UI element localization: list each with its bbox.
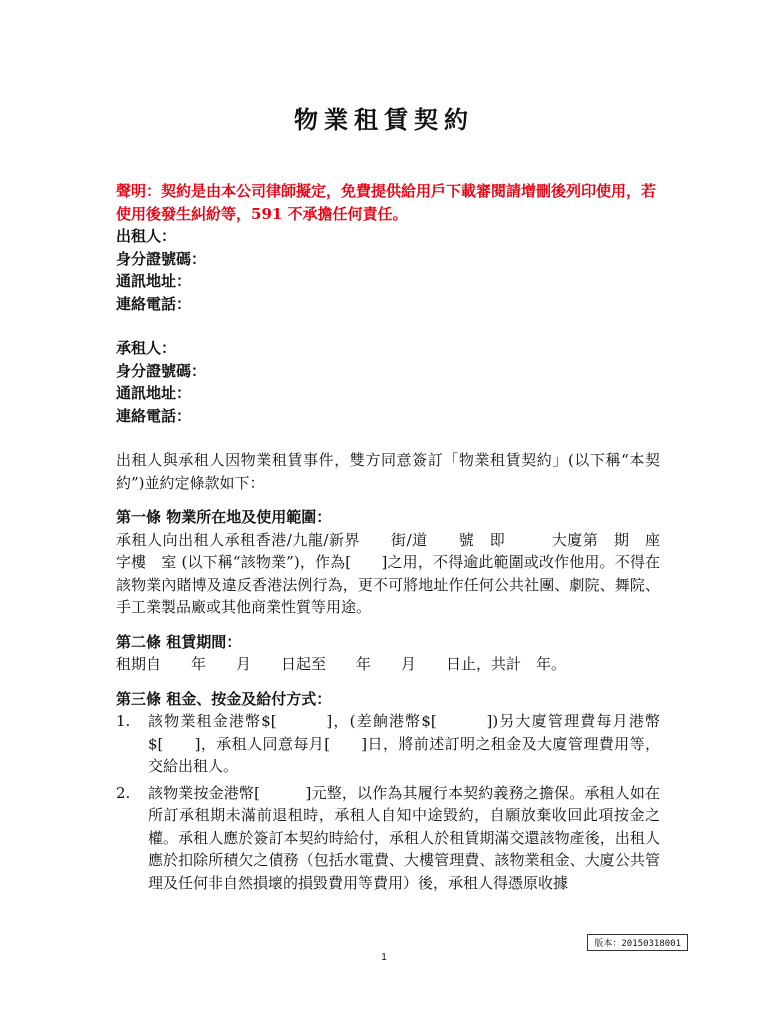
section-1-text: 承租人向出租人承租香港/九龍/新界 街/道 號 即 大廈第 期 座 字樓 室 (以下稱“該物業”)，作為[ ]之用，不得逾此範圍或改作他用。不得在該物業內賭博及違反香港法例行為，更不可將地址作任何公共社團、劇院、舞院、手工業製品廠或其他商業性質等用途。	[116, 530, 691, 616]
section-3-item	[116, 782, 660, 895]
document-body	[116, 180, 691, 894]
spacer	[116, 427, 660, 449]
landlord-id-label: 身分證號碼：	[116, 249, 207, 268]
tenant-phone-label: 連絡電話：	[116, 406, 192, 425]
item-text: 該物業按金港幣[ ]元整，以作為其履行本契約義務之擔保。承租人如在所訂承租期未滿前退租時，承租人自知中途毀約，自願放棄收回此項按金之權。承租人應於簽訂本契約時給付，承租人於租賃期滿交還該物產後，出租人應於扣除所積欠之債務（包括水電費、大樓管理費、該物業租金、大廈公共管理及任何非自然損壞的損毀費用等費用）後，承租人得憑原收據	[148, 783, 660, 892]
section-2-text: 租期自 年 月 日起至 年 月 日止，共計 年。	[116, 655, 567, 673]
landlord-label: 出租人：	[116, 227, 177, 245]
version-label: 版本：20150318001	[587, 934, 688, 951]
section-1-title: 第一條 物業所在地及使用範圍：	[116, 508, 332, 526]
tenant-label: 承租人：	[116, 339, 177, 357]
section-3-item	[116, 710, 660, 778]
item-number: 2.	[116, 783, 131, 802]
document-title: 物業租賃契約	[294, 105, 474, 134]
tenant-address-label: 通訊地址：	[116, 384, 192, 402]
tenant-id-label: 身分證號碼：	[116, 361, 207, 380]
landlord-address-label: 通訊地址：	[116, 272, 192, 290]
item-number: 1.	[116, 712, 131, 730]
section-3-title: 第三條 租金、按金及給付方式：	[116, 689, 332, 708]
intro-paragraph: 出租人與承租人因物業租賃事件，雙方同意簽訂「物業租賃契約」(以下稱“本契約”)並約定條款如下：	[116, 451, 660, 492]
disclaimer-notice: 聲明：契約是由本公司律師擬定，免費提供給用戶下載審閱請增刪後列印使用，若使用後發生糾紛等，591 不承擔任何責任。	[116, 182, 657, 223]
item-text: 該物業租金港幣$[ ]，(差餉港幣$[ ])另大廈管理費每月港幣 $[ ]，承租人同意每月[ ]日，將前述訂明之租金及大廈管理費用等，交給出租人。	[148, 712, 660, 775]
page-number: 1	[381, 952, 387, 963]
spacer	[116, 315, 660, 337]
landlord-phone-label: 連絡電話：	[116, 294, 192, 313]
section-2-title: 第二條 租賃期間：	[116, 632, 242, 651]
